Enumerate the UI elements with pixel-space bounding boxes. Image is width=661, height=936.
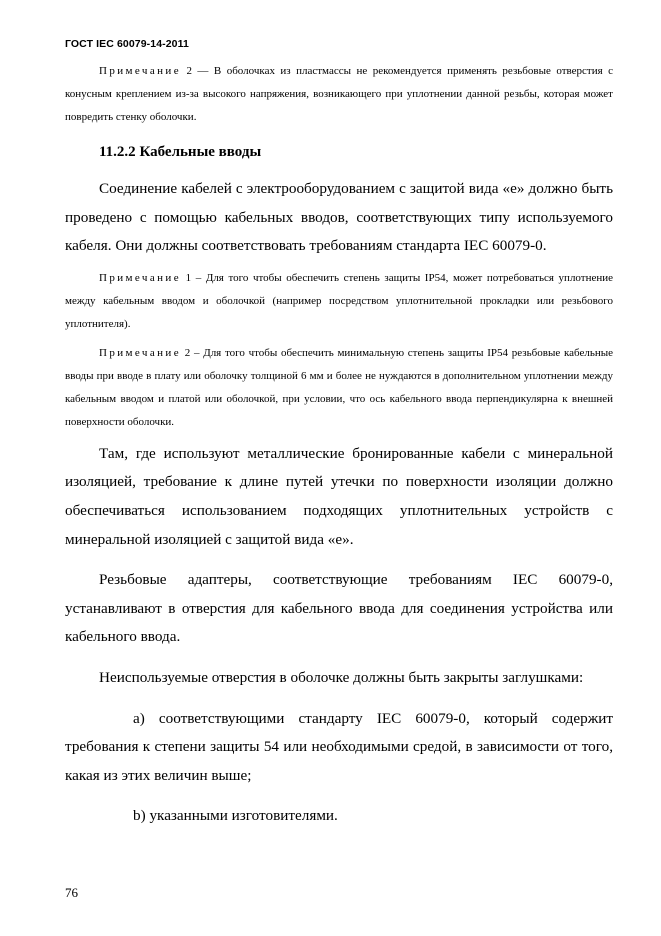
page-content xyxy=(65,60,613,831)
note-text: Для того чтобы обеспечить минимальную степень защиты IP54 резьбовые кабельные вводы при вводе в плату или оболочку толщиной 6 мм и более не нуждаются в дополнительном уплотнении между кабельным вводом и платой или оболочкой, при условии, что ось кабельного ввода перпендикулярна к внешней поверхности оболочки. xyxy=(65,346,614,428)
section-heading xyxy=(65,138,613,166)
note-number: 2 xyxy=(186,65,192,77)
note-top xyxy=(65,60,613,129)
note-label: Примечание xyxy=(99,271,181,284)
list-item-text: указанными изготовителями. xyxy=(149,807,338,825)
list-item-text: соответствующими стандарту IEC 60079-0, который содержит требования к степени защиты 54 или необходимыми средой, в зависимости от того, какая из этих величин выше; xyxy=(65,709,614,784)
page-number: 76 xyxy=(65,885,78,900)
note-number: 1 xyxy=(185,271,192,284)
paragraph-unused-openings: Неиспользуемые отверстия в оболочке должны быть закрыты заглушками: xyxy=(99,668,584,686)
note-dash: – xyxy=(195,271,202,284)
section-number: 11.2.2 xyxy=(99,144,136,160)
document-header: ГОСТ IEC 60079-14-2011 xyxy=(65,38,189,50)
section-title: Кабельные вводы xyxy=(139,144,262,160)
note-number: 2 xyxy=(184,346,191,359)
paragraph-mineral-cables: Там, где используют металлические бронированные кабели с минеральной изоляцией, требование к длине путей утечки по поверхности изоляции должно обеспечиваться использованием подходящих уплотнительных устройств с минеральной изоляцией с защитой вида «е». xyxy=(65,444,613,548)
paragraph-cable-connection: Соединение кабелей с электрооборудованием с защитой вида «е» должно быть проведено с помощью кабельных вводов, соответствующих типу используемого кабеля. Они должны соответствовать требованиям стандарта IEC 60079-0. xyxy=(65,180,613,255)
note-dash: – xyxy=(193,346,200,359)
note-text: В оболочках из пластмассы не рекомендуется применять резьбовые отверстия с конусным креплением из-за высокого напряжения, возникающего при уплотнении данной резьбы, которая может повредить стенку оболочки. xyxy=(65,65,613,123)
list-marker: a) xyxy=(133,709,145,727)
list-item-a xyxy=(65,705,613,791)
list-item-b xyxy=(65,802,613,831)
note-2 xyxy=(65,342,613,434)
note-dash: — xyxy=(197,65,209,77)
paragraph-thread-adapters: Резьбовые адаптеры, соответствующие требованиям IEC 60079-0, устанавливают в отверстия для кабельного ввода для соединения устройства или кабельного ввода. xyxy=(65,571,613,646)
note-label: Примечание xyxy=(99,65,181,77)
list-marker: b) xyxy=(133,807,146,825)
note-1 xyxy=(65,267,613,336)
note-text: Для того чтобы обеспечить степень защиты IP54, может потребоваться уплотнение между кабельным вводом и оболочкой (например посредством уплотнительной прокладки или резьбового уплотнителя). xyxy=(65,271,614,330)
note-label: Примечание xyxy=(99,346,181,359)
